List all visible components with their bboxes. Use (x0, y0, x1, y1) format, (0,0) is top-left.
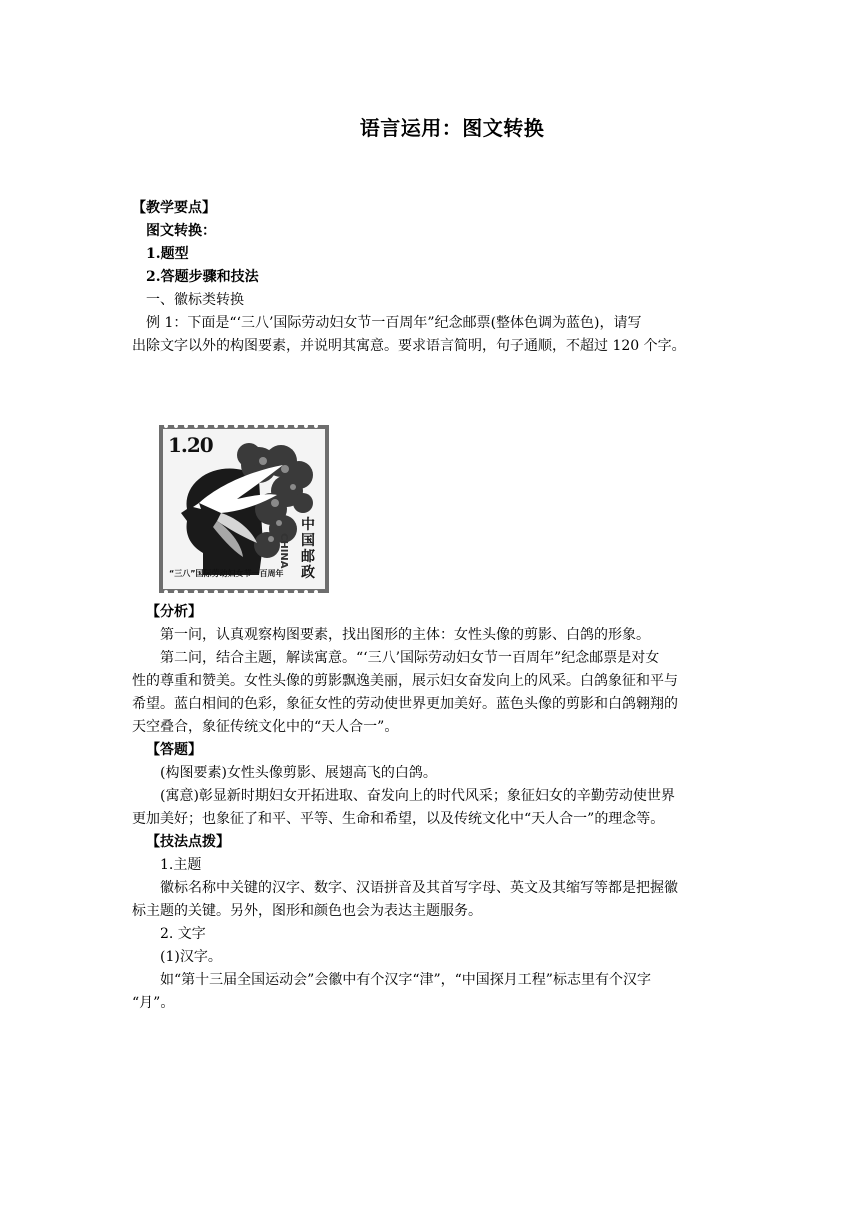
tips-item2-line1: 如“第十三届全国运动会”会徽中有个汉字“津”，“中国探月工程”标志里有个汉字 (160, 972, 651, 988)
tips-heading: 【技法点拨】 (146, 834, 230, 850)
tips-item2-sub: (1)汉字。 (160, 949, 222, 965)
analysis-p2-line4: 天空叠合，象征传统文化中的“天人合一”。 (132, 719, 399, 735)
example-line-2: 出除文字以外的构图要素，并说明其寓意。要求语言简明，句子通顺，不超过 120 个字。 (132, 338, 686, 354)
womens-day-stamp (159, 425, 329, 593)
analysis-answer-flow (132, 601, 732, 1015)
answer-p2-line2: 更加美好；也象征了和平、平等、生命和希望，以及传统文化中“天人合一”的理念等。 (132, 811, 665, 827)
line-question-type: 1.题型 (146, 246, 189, 262)
teaching-points-heading: 【教学要点】 (132, 200, 216, 216)
answer-heading: 【答题】 (146, 742, 202, 758)
stamp-china-post: 中国邮政 (301, 517, 315, 581)
section-emblem-conversion: 一、徽标类转换 (146, 292, 244, 308)
analysis-p2-line2: 性的尊重和赞美。女性头像的剪影飘逸美丽，展示妇女奋发向上的风采。白鸽象征和平与 (132, 673, 678, 689)
tips-item2-line2: “月”。 (132, 995, 175, 1011)
tips-item1: 1.主题 (160, 857, 202, 873)
answer-p2-line1: (寓意)彰显新时期妇女开拓进取、奋发向上的时代风采；象征妇女的辛勤劳动使世界 (160, 788, 675, 804)
page-title: 语言运用：图文转换 (359, 116, 545, 140)
tips-item2: 2. 文字 (160, 926, 206, 942)
example-line-1: 例 1：下面是“‘三八’国际劳动妇女节一百周年”纪念邮票(整体色调为蓝色)，请写 (146, 315, 642, 331)
analysis-p2-line3: 希望。蓝白相间的色彩，象征女性的劳动使世界更加美好。蓝色头像的剪影和白鸽翱翔的 (132, 696, 678, 712)
answer-p1: (构图要素)女性头像剪影、展翅高飞的白鸽。 (160, 765, 437, 781)
line-image-text-conversion: 图文转换： (146, 223, 216, 239)
tips-item1-line2: 标主题的关键。另外，图形和颜色也会为表达主题服务。 (132, 903, 482, 919)
analysis-p2-line1: 第二问，结合主题，解读寓意。“‘三八’国际劳动妇女节一百周年”纪念邮票是对女 (160, 650, 660, 666)
tips-item1-line1: 徽标名称中关键的汉字、数字、汉语拼音及其首写字母、英文及其缩写等都是把握徽 (160, 880, 678, 896)
stamp-china-en: CHINA (278, 533, 289, 569)
stamp-denomination: 1.20 (168, 433, 213, 457)
analysis-heading: 【分析】 (146, 604, 202, 620)
line-answer-steps: 2.答题步骤和技法 (146, 269, 259, 285)
analysis-p1: 第一问，认真观察构图要素，找出图形的主体：女性头像的剪影、白鸽的形象。 (160, 627, 650, 643)
stamp-caption: “三八”国际劳动妇女节一百周年 (169, 569, 284, 578)
